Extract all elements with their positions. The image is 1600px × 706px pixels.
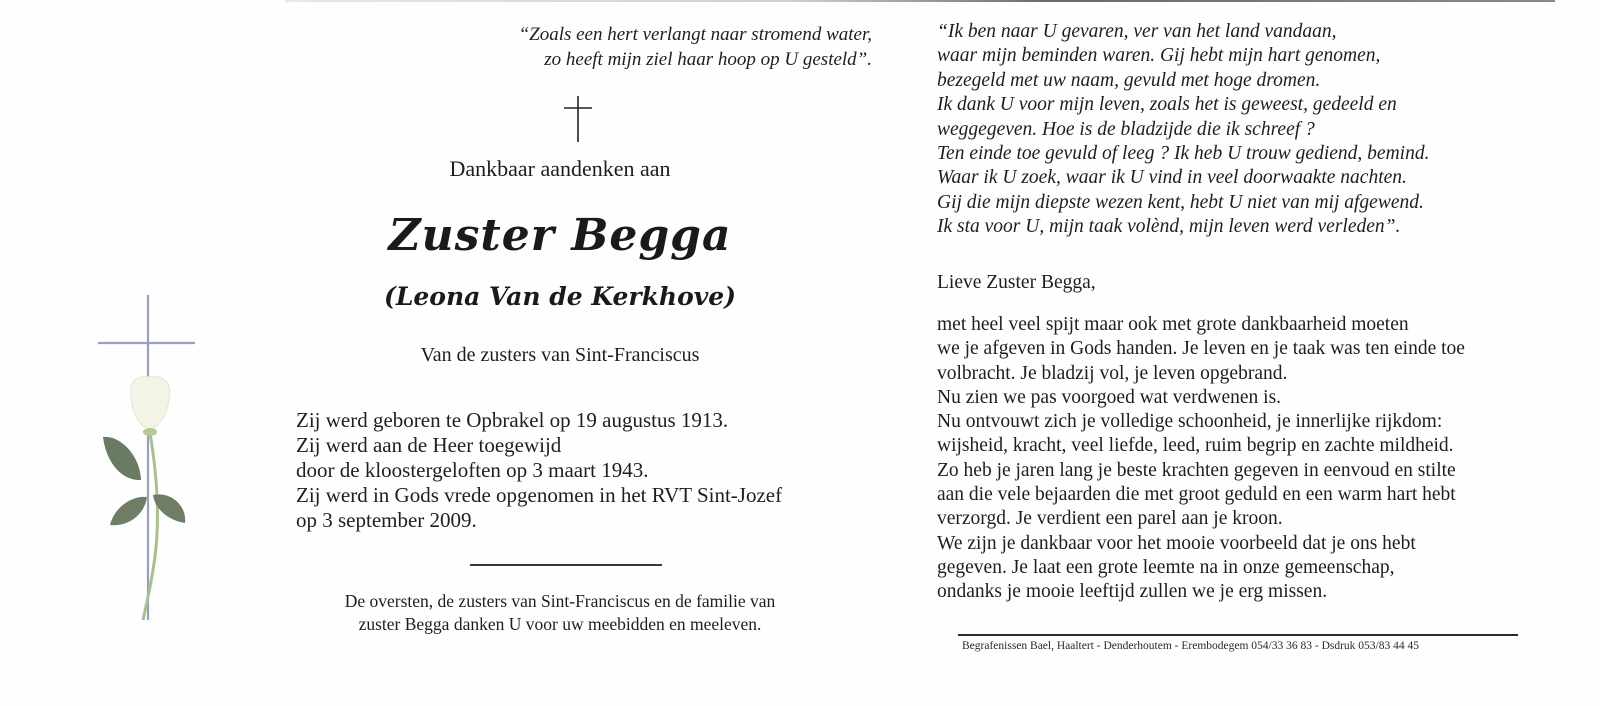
biography-line: Zij werd in Gods vrede opgenomen in het RVT Sint-Jozef (296, 483, 783, 507)
rose-leaf (110, 497, 147, 525)
letter-line: We zijn je dankbaar voor het mooie voorbeeld dat je ons hebt (937, 532, 1416, 554)
thanks-line: zuster Begga danken U voor uw meebidden en meeleven. (358, 614, 762, 634)
scan-edge-line (285, 0, 1555, 2)
poem-line: Waar ik U zoek, waar ik U vind in veel doorwaakte nachten. (937, 167, 1407, 189)
poem-line: Ik sta voor U, mijn taak volènd, mijn leven werd verleden”. (937, 216, 1401, 238)
poem (937, 20, 1577, 240)
rose-stem (143, 433, 157, 620)
letter-line: Zo heb je jaren lang je beste krachten gegeven in eenvoud en stilte (937, 459, 1456, 481)
remembrance-heading: Dankbaar aandenken aan (449, 156, 671, 181)
poem-line: waar mijn beminden waren. Gij hebt mijn hart genomen, (937, 45, 1381, 67)
farewell-letter (937, 313, 1557, 605)
thanks-line: De oversten, de zusters van Sint-Franciscus en de familie van (344, 591, 776, 611)
biography-line: op 3 september 2009. (296, 508, 477, 532)
poem-line: Gij die mijn diepste wezen kent, hebt U niet van mij afgewend. (937, 191, 1424, 213)
letter-line: wijsheid, kracht, veel liefde, leed, ruim begrip en zachte mildheid. (937, 435, 1454, 457)
letter-line: we je afgeven in Gods handen. Je leven en je taak was ten einde toe (937, 338, 1465, 360)
rose-leaf (103, 437, 141, 480)
letter-line: met heel veel spijt maar ook met grote dankbaarheid moeten (937, 314, 1409, 335)
cross-with-white-rose-icon (95, 295, 205, 625)
biography (296, 408, 856, 533)
letter-line: aan die vele bejaarden die met groot geduld en een warm hart hebt (937, 484, 1456, 506)
letter-line: Nu ontvouwt zich je volledige schoonheid, je innerlijke rijkdom: (937, 411, 1443, 433)
psalm-line: zo heeft mijn ziel haar hoop op U gesteld”. (544, 49, 872, 70)
printer-footer: Begrafenissen Bael, Haaltert - Denderhoutem - Erembodegem 054/33 36 83 - Dsdruk 053/83 44 45 (962, 640, 1420, 652)
congregation: Van de zusters van Sint-Franciscus (420, 344, 700, 366)
letter-line: volbracht. Je bladzij vol, je leven opgebrand. (937, 362, 1288, 384)
biography-line: Zij werd geboren te Opbrakel op 19 augustus 1913. (296, 408, 729, 432)
letter-line: ondanks je mooie leeftijd zullen we je erg missen. (937, 581, 1328, 603)
civil-name: (Leona Van de Kerkhove) (383, 282, 737, 311)
letter-line: gegeven. Je laat een grote leemte na in onze gemeenschap, (937, 556, 1395, 578)
section-divider (470, 564, 662, 566)
letter-salutation: Lieve Zuster Begga, (937, 272, 1096, 293)
poem-line: Ten einde toe gevuld of leeg ? Ik heb U trouw gediend, bemind. (937, 143, 1430, 165)
poem-line: weggegeven. Hoe is de bladzijde die ik schreef ? (937, 118, 1315, 140)
thanks-note (290, 590, 830, 636)
poem-line: bezegeld met uw naam, gevuld met hoge dromen. (937, 69, 1321, 91)
latin-cross-icon (563, 96, 593, 144)
religious-name: Zuster Begga (388, 210, 732, 261)
poem-line: Ik dank U voor mijn leven, zoals het is geweest, gedeeld en (937, 94, 1397, 116)
psalm-line: “Zoals een hert verlangt naar stromend water, (518, 24, 872, 45)
footer-rule (958, 634, 1518, 636)
white-rose-bud (131, 377, 170, 436)
psalm-quote (440, 22, 872, 72)
letter-line: Nu zien we pas voorgoed wat verdwenen is. (937, 386, 1282, 408)
letter-line: verzorgd. Je verdient een parel aan je kroon. (937, 508, 1283, 530)
poem-line: “Ik ben naar U gevaren, ver van het land vandaan, (937, 21, 1337, 42)
biography-line: door de kloostergeloften op 3 maart 1943. (296, 458, 649, 482)
biography-line: Zij werd aan de Heer toegewijd (296, 433, 562, 457)
